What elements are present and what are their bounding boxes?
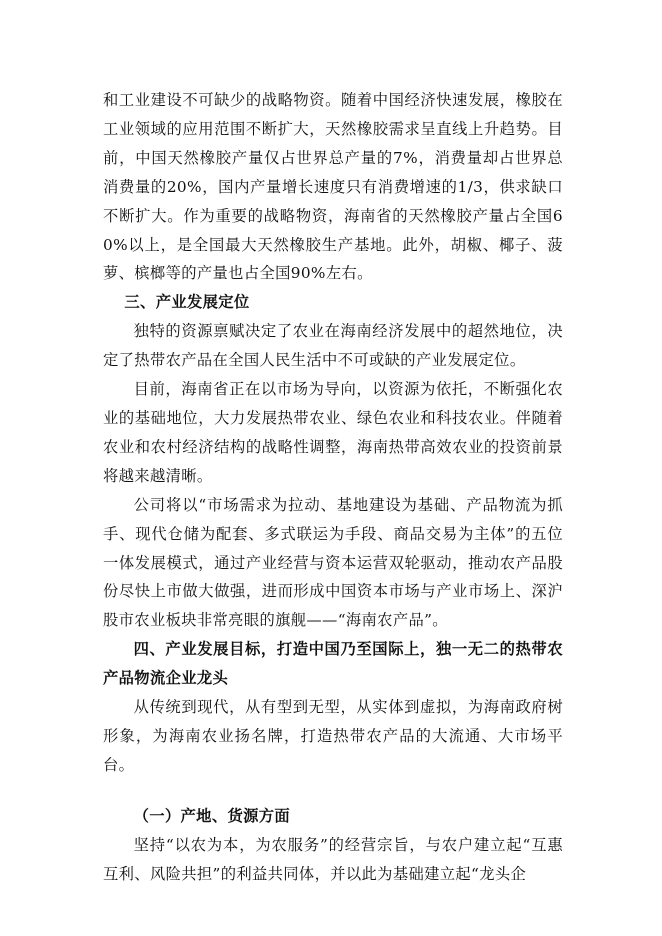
document-body — [103, 86, 563, 888]
paragraph-company-development-model: 公司将以“市场需求为拉动、基地建设为基础、产品物流为抓手、现代仓储为配套、多式联运为手段、商品交易为主体”的五位一体发展模式，通过产业经营与资本运营双轮驱动，推动农产品股份尽快上市做大做强，进而形成中国资本市场与产业市场上、深沪股市农业板块非常亮眼的旗舰——“海南农产品”。 — [103, 495, 563, 630]
section-heading-industry-positioning: 三、产业发展定位 — [124, 293, 250, 312]
paragraph-rubber-strategic: 和工业建设不可缺少的战略物资。随着中国经济快速发展，橡胶在工业领域的应用范围不断扩大，天然橡胶需求呈直线上升趋势。目前，中国天然橡胶产量仅占世界总产量的7%，消费量却占世界总消费量的20%，国内产量增长速度只有消费增速的1/3，供求缺口不断扩大。作为重要的战略物资，海南省的天然橡胶产量占全国60%以上，是全国最大天然橡胶生产基地。此外，胡椒、椰子、菠萝、槟榔等的产量也占全国90%左右。 — [103, 91, 563, 283]
section-heading-development-goal: 四、产业发展目标，打造中国乃至国际上，独一无二的热带农产品物流企业龙头 — [103, 640, 563, 688]
paragraph-resource-endowment: 独特的资源禀赋决定了农业在海南经济发展中的超然地位，决定了热带农产品在全国人民生活中不可或缺的产业发展定位。 — [103, 322, 563, 370]
paragraph-hainan-market-oriented: 目前，海南省正在以市场为导向，以资源为依托，不断强化农业的基础地位，大力发展热带农业、绿色农业和科技农业。伴随着农业和农村经济结构的战略性调整，海南热带高效农业的投资前景将越来越清晰。 — [103, 380, 563, 485]
subsection-heading-origin-supply: （一）产地、货源方面 — [133, 806, 291, 825]
paragraph-agriculture-service: 坚持“以农为本，为农服务”的经营宗旨，与农户建立起“互惠互利、风险共担”的利益共同体，并以此为基础建立起“龙头企 — [103, 835, 563, 883]
paragraph-tradition-to-modern: 从传统到现代，从有型到无型，从实体到虚拟，为海南政府树形象，为海南农业扬名牌，打造热带农产品的大流通、大市场平台。 — [103, 698, 563, 774]
